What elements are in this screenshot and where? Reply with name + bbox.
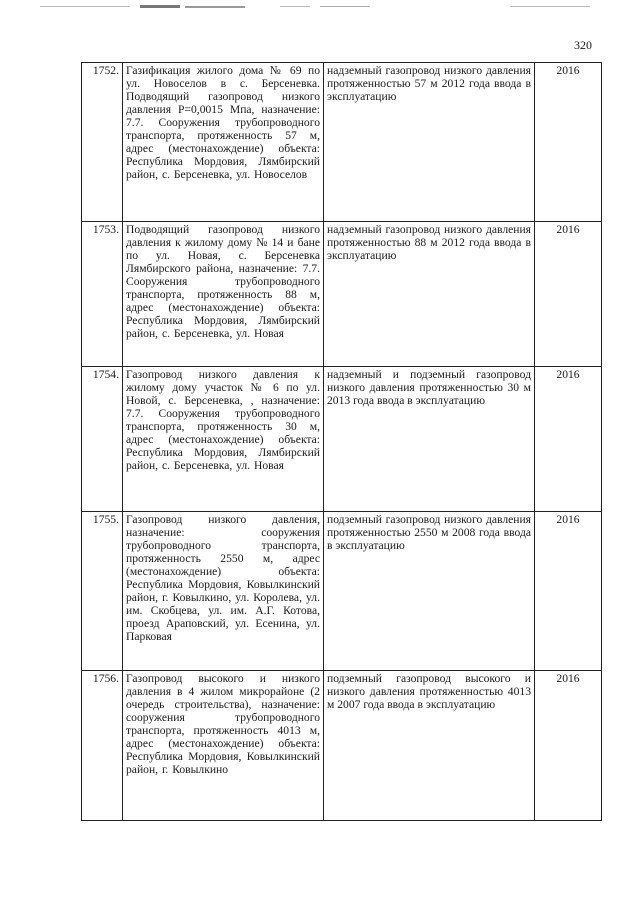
object-text: Газопровод высокого и низкого давления в 4 жилом микрорайоне (2 очередь строительства), назначение: сооружения трубопроводного транспорта, протяженность 4013 м, адрес (местонахождение) объекта: Республика Мордовия, Ковылкинский район, г. Ковылкино xyxy=(126,672,320,777)
technical-description: надземный газопровод низкого давления протяженностью 57 м 2012 года ввода в эксплуатацию xyxy=(324,63,535,222)
page-number: 320 xyxy=(574,38,592,52)
year-cell: 2016 xyxy=(535,367,602,512)
object-text: Газопровод низкого давления к жилому дому участок № 6 по ул. Новой, с. Берсеневка, , назначение: 7.7. Сооружения трубопроводного транспорта, протяженность 30 м, адрес (местонахождение) объекта: Республика Мордовия, Лямбирский район, с. Берсеневка, ул. Новая xyxy=(126,368,320,473)
technical-description: подземный газопровод высокого и низкого давления протяженностью 4013 м 2007 года ввода в эксплуатацию xyxy=(324,671,535,821)
row-number: 1756. xyxy=(82,671,123,821)
row-number: 1752. xyxy=(82,63,123,222)
scan-artifact-strip xyxy=(40,5,600,9)
object-description xyxy=(123,671,324,821)
object-description xyxy=(123,512,324,671)
technical-description: надземный и подземный газопровод низкого давления протяженностью 30 м 2013 года ввода в эксплуатацию xyxy=(324,367,535,512)
registry-table xyxy=(81,62,602,821)
object-description xyxy=(123,367,324,512)
table-row xyxy=(82,671,602,821)
year-cell: 2016 xyxy=(535,512,602,671)
object-description xyxy=(123,222,324,367)
object-description xyxy=(123,63,324,222)
table-row xyxy=(82,512,602,671)
table-row xyxy=(82,222,602,367)
technical-description: подземный газопровод низкого давления протяженностью 2550 м 2008 года ввода в эксплуатацию xyxy=(324,512,535,671)
technical-description: надземный газопровод низкого давления протяженностью 88 м 2012 года ввода в эксплуатацию xyxy=(324,222,535,367)
table-row xyxy=(82,63,602,222)
year-cell: 2016 xyxy=(535,222,602,367)
object-text: Газопровод низкого давления, назначение: сооружения трубопроводного транспорта, протяженность 2550 м, адрес (местонахождение) объекта: Республика Мордовия, Ковылкинский район, г. Ковылкино, ул. Королева, ул. им. Скобцева, ул. им. А.Г. Котова, проезд Араповский, ул. Есенина, ул. Парковая xyxy=(126,513,320,644)
year-cell: 2016 xyxy=(535,671,602,821)
row-number: 1755. xyxy=(82,512,123,671)
object-text: Газификация жилого дома № 69 по ул. Новоселов в с. Берсеневка. Подводящий газопровод низкого давления P=0,0015 Мпа, назначение: 7.7. Сооружения трубопроводного транспорта, протяженность 57 м, адрес (местонахождение) объекта: Республика Мордовия, Лямбирский район, с. Берсеневка, ул. Новоселов xyxy=(126,64,320,182)
row-number: 1754. xyxy=(82,367,123,512)
year-cell: 2016 xyxy=(535,63,602,222)
row-number: 1753. xyxy=(82,222,123,367)
object-text: Подводящий газопровод низкого давления к жилому дому № 14 и бане по ул. Новая, с. Берсеневка Лямбирского района, назначение: 7.7. Сооружения трубопроводного транспорта, протяженность 88 м, адрес (местонахождение) объекта: Республика Мордовия, Лямбирский район, с. Берсеневка, ул. Новая xyxy=(126,223,320,341)
table-row xyxy=(82,367,602,512)
